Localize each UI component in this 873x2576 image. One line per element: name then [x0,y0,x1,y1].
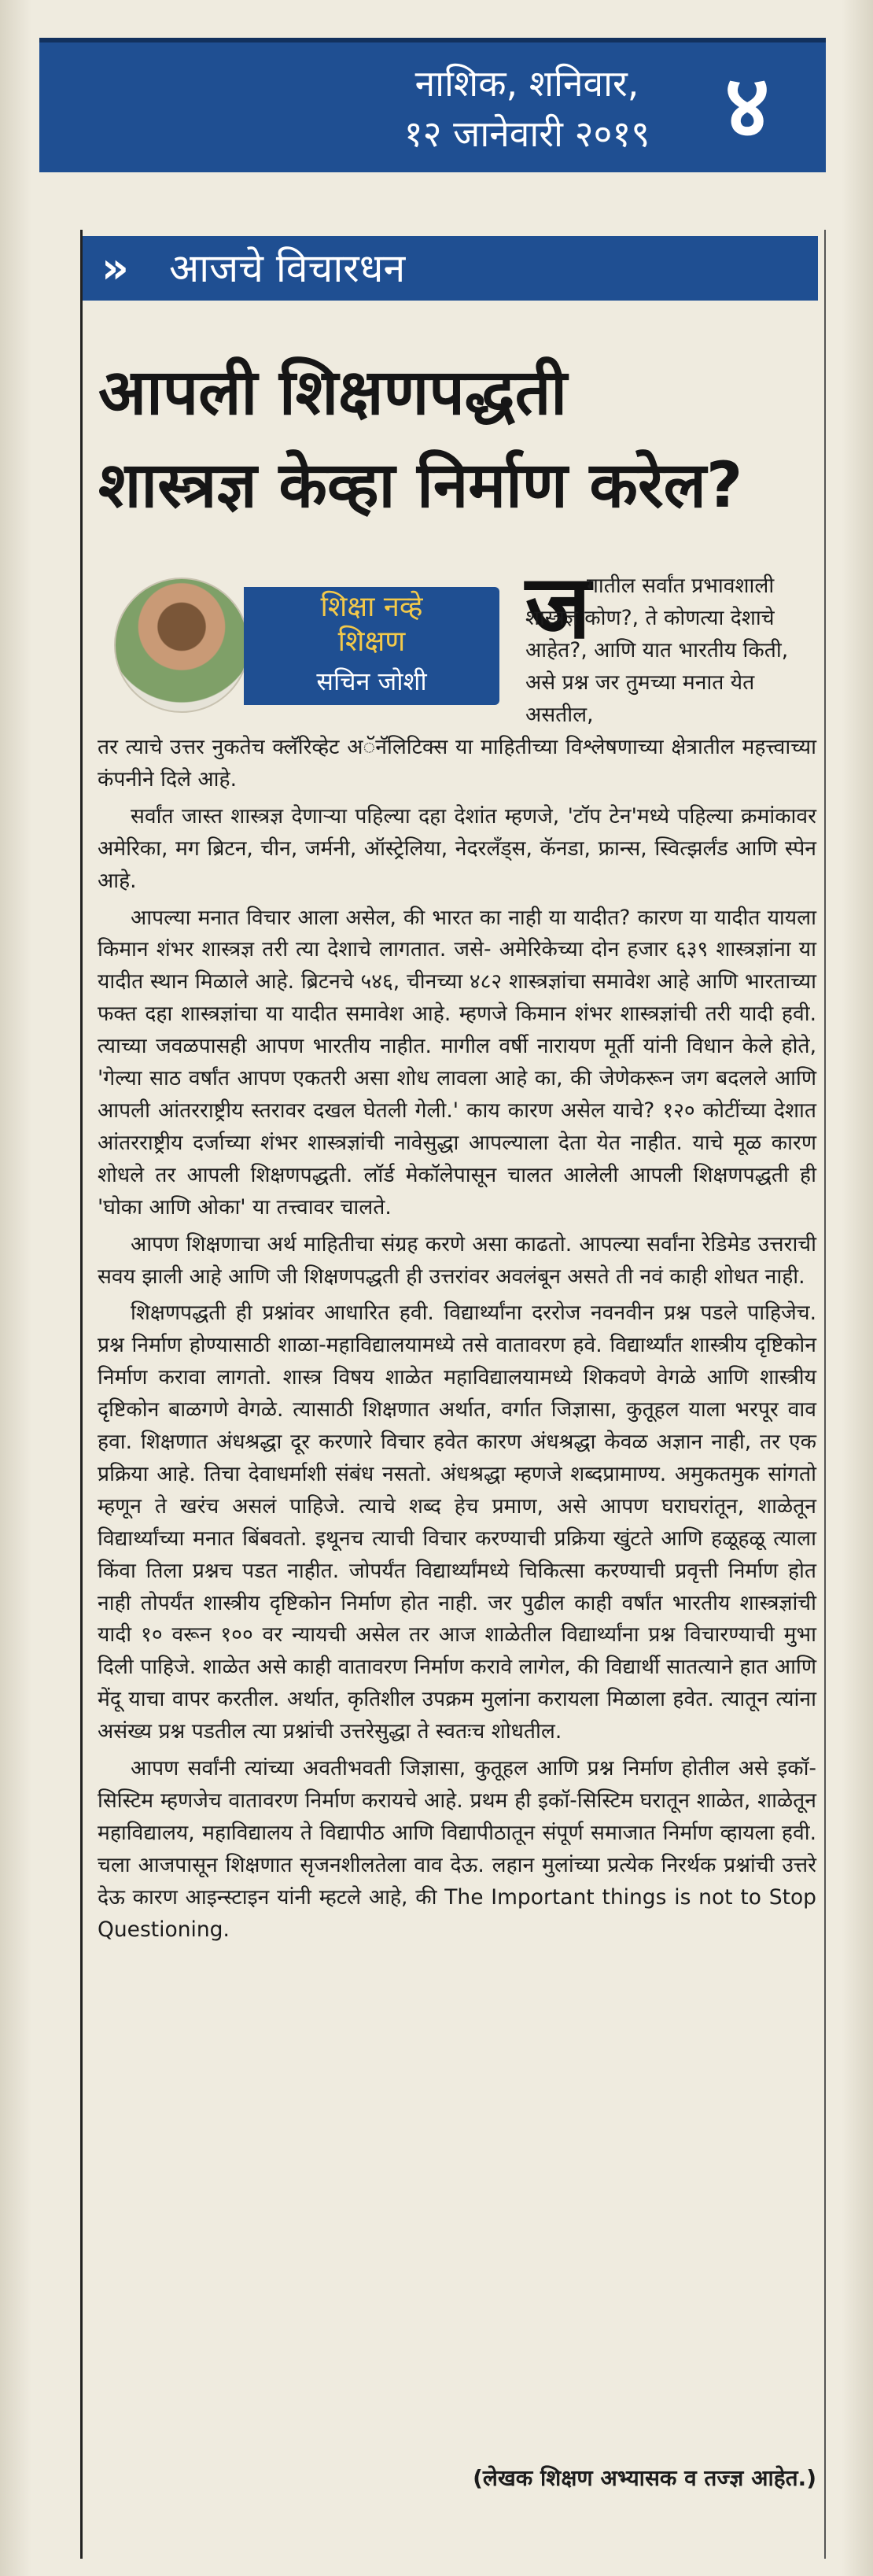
author-photo [114,578,249,713]
page-header [39,38,826,172]
author-name: सचिन जोशी [316,666,427,696]
column-rule-right [824,230,826,2559]
section-title: आजचे विचारधन [169,245,406,291]
paragraph: आपण शिक्षणाचा अर्थ माहितीचा संग्रह करणे असा काढतो. आपल्या सर्वांना रेडिमेड उत्तराची सवय झाली आहे आणि जी शिक्षणपद्धती ही उत्तरांवर अवलंबून असते ती नवं काही शोधत नाही. [98,1231,816,1289]
column-card [244,587,499,705]
article-intro: गातील सर्वांत प्रभावशाली शास्त्रज्ञ कोण?, ते कोणत्या देशाचे आहेत?, आणि यात भारतीय किती, असे प्रश्न जर तुमच्या मनात येत असतील, [525,574,789,727]
article-body [98,732,816,1947]
dateline-date: १२ जानेवारी २०१९ [403,113,650,155]
section-banner [83,236,818,301]
paragraph: शिक्षणपद्धती ही प्रश्नांवर आधारित हवी. विद्यार्थ्यांना दररोज नवनवीन प्रश्न पडले पाहिजेच. प्रश्न निर्माण होण्यासाठी शाळा-महाविद्यालयामध्ये तसे वातावरण हवे. विद्यार्थ्यांत शास्त्रीय दृष्टिकोन निर्माण करावा लागतो. शास्त्र विषय शाळेत महाविद्यालयामध्ये शिकवणे वेगळे आणि शास्त्रीय दृष्टिकोन बाळगणे वेगळे. त्यासाठी शिक्षणात अर्थात, वर्गात जिज्ञासा, कुतूहल याला भरपूर वाव हवा. शिक्षणात अंधश्रद्धा दूर करणारे विचार हवेत कारण अंधश्रद्धा केवळ अज्ञान नाही, तर एक प्रक्रिया आहे. तिचा देवाधर्माशी संबंध नसतो. अंधश्रद्धा म्हणजे शब्दप्रामाण्य. अमुकतमुक सांगतो म्हणून ते खरंच असलं पाहिजे. त्याचे शब्द हेच प्रमाण, असे आपण घराघरांतून, शाळेतून विद्यार्थ्यांच्या मनात बिंबवतो. इथूनच त्याची विचार करण्याची प्रक्रिया खुंटते आणि हळूहळू त्याला किंवा तिला प्रश्नच पडत नाहीत. जोपर्यंत विद्यार्थ्यांमध्ये चिकित्सा करण्याची प्रवृत्ती निर्माण होत नाही तोपर्यंत शास्त्रीय दृष्टिकोन निर्माण होत नाही. जर पुढील काही वर्षांत भारतीय शास्त्रज्ञांची यादी १० वरून १०० वर न्यायची असेल तर आज शाळेतील विद्यार्थ्यांना प्रश्न विचारण्याची मुभा दिली पाहिजे. शाळेत असे काही वातावरण निर्माण करावे लागेल, की विद्यार्थी सातत्याने हात आणि मेंदू याचा वापर करतील. अर्थात, कृतिशील उपक्रम मुलांना करायला मिळाला हवेत. त्यातून त्यांना असंख्य प्रश्न पडतील त्या प्रश्नांची उत्तरेसुद्धा ते स्वतःच शोधतील. [98,1301,816,1744]
headline-line-1: आपली शिक्षणपद्धती [98,356,568,429]
column-series-title-2: शिक्षण [337,626,406,658]
paragraph: तर त्याचे उत्तर नुकतेच क्लॅरिव्हेट अॅनॅलिटिक्स या माहितीच्या विश्लेषणाच्या क्षेत्रातील महत्त्वाच्या कंपनीने दिले आहे. [98,735,816,792]
column-series-title-1: शिक्षा नव्हे [320,591,423,623]
paragraph: आपण सर्वांनी त्यांच्या अवतीभवती जिज्ञासा, कुतूहल आणि प्रश्न निर्माण होतील असे इकॉ-सिस्टिम म्हणजेच वातावरण निर्माण करायचे आहे. प्रथम ही इकॉ-सिस्टिम घरातून शाळेत, शाळेतून महाविद्यालय, महाविद्यालय ते विद्यापीठ आणि विद्यापीठातून संपूर्ण समाजात निर्माण व्हायला हवी. चला आजपासून शिक्षणात सृजनशीलतेला वाव देऊ. लहान मुलांच्या प्रत्येक निरर्थक प्रश्नांची उत्तरे देऊ कारण आइन्स्टाइन यांनी म्हटले आहे, की The Important things is not to Stop Questioning. [98,1756,816,1942]
page-number: ४ [724,56,770,157]
dateline [354,58,700,159]
paragraph: सर्वांत जास्त शास्त्रज्ञ देणाऱ्या पहिल्या दहा देशांत म्हणजे, 'टॉप टेन'मध्ये पहिल्या क्रमांकावर अमेरिका, मग ब्रिटन, चीन, जर्मनी, ऑस्ट्रेलिया, नेदरलँड्स, कॅनडा, फ्रान्स, स्वित्झर्लंड आणि स्पेन आहे. [98,803,816,893]
dateline-place-day: नाशिक, शनिवार, [414,62,639,105]
headline-line-2: शास्त्रज्ञ केव्हा निर्माण करेल? [98,448,743,522]
author-badge [114,574,507,714]
paragraph: आपल्या मनात विचार आला असेल, की भारत का नाही या यादीत? कारण या यादीत यायला किमान शंभर शास्त्रज्ञ तरी त्या देशाचे लागतात. जसे- अमेरिकेच्या दोन हजार ६३९ शास्त्रज्ञांना या यादीत स्थान मिळाले आहे. ब्रिटनचे ५४६, चीनच्या ४८२ शास्त्रज्ञांचा समावेश आहे आणि भारताच्या फक्त दहा शास्त्रज्ञांचा या यादीत समावेश आहे. म्हणजे किमान शंभर शास्त्रज्ञांची तरी यादी हवी. त्याच्या जवळपासही आपण भारतीय नाहीत. मागील वर्षी नारायण मूर्ती यांनी विधान केले होते, 'गेल्या साठ वर्षांत आपण एकतरी असा शोध लावला आहे का, की जेणेकरून जग बदलले आणि आपली आंतरराष्ट्रीय स्तरावर दखल घेतली गेली.' काय कारण असेल याचे? १२० कोटींच्या देशात आंतरराष्ट्रीय दर्जाच्या शंभर शास्त्रज्ञांची नावेसुद्धा आपल्याला देता येत नाहीत. याचे मूळ कारण शोधले तर आपली शिक्षणपद्धती. लॉर्ड मेकॉलेपासून चालत आलेली आपली शिक्षणपद्धती ही 'घोका आणि ओका' या तत्त्वावर चालते. [98,905,816,1220]
drop-cap: ज [525,556,591,659]
chevron-right-icon: » [101,243,129,293]
article-headline [98,346,806,532]
author-note: (लेखक शिक्षण अभ्यासक व तज्ज्ञ आहेत.) [473,2465,816,2491]
column-rule-left [80,230,83,2559]
